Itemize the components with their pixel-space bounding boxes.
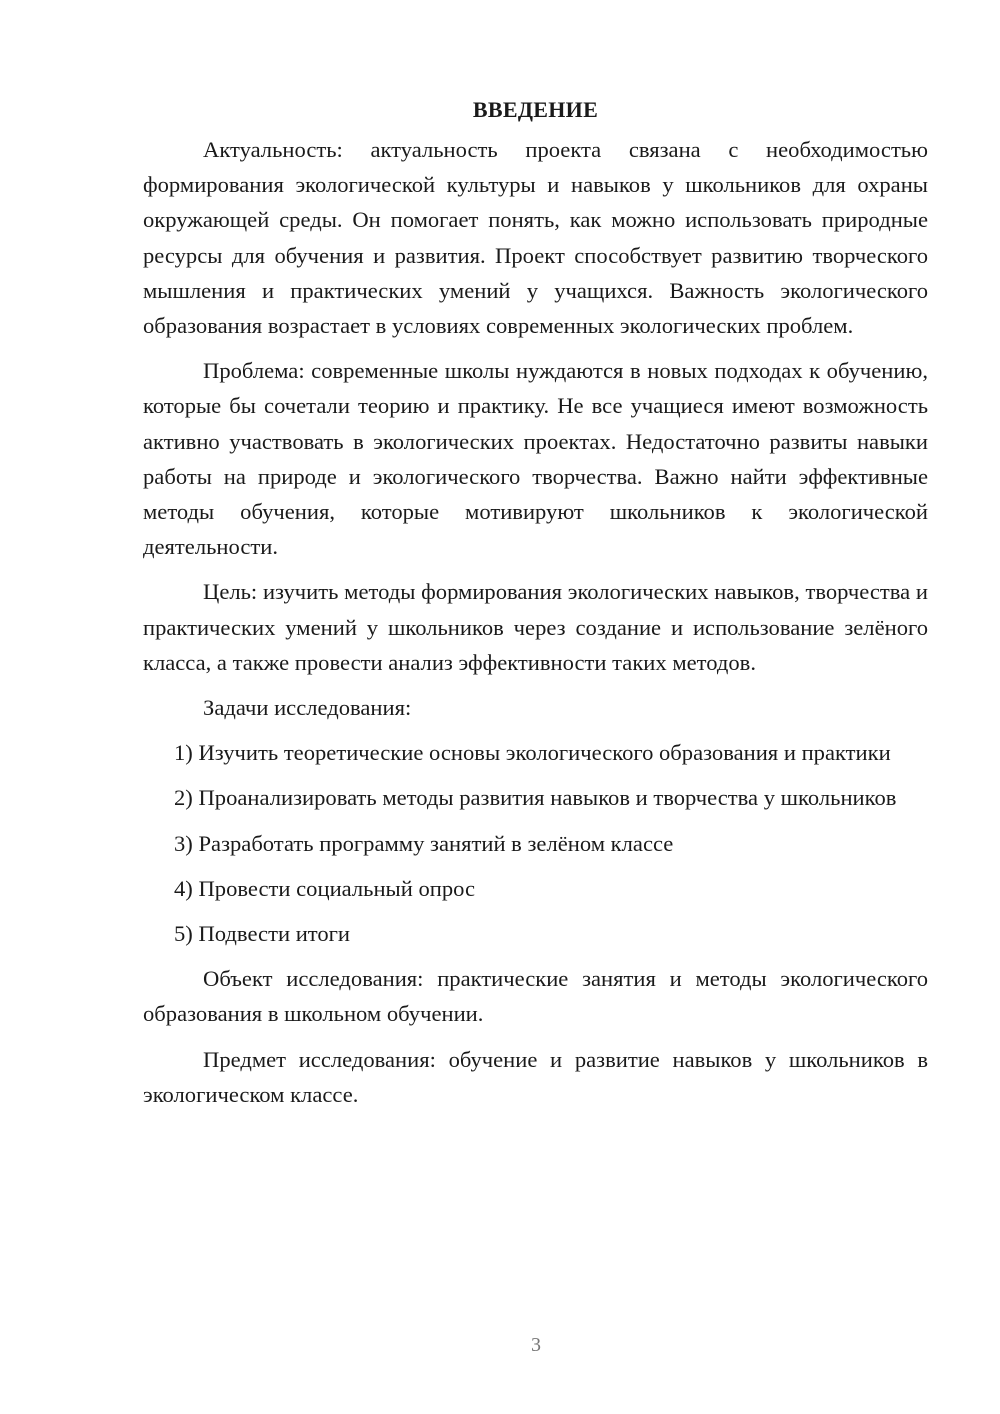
list-item: 2) Проанализировать методы развития навыков и творчества у школьников [174,785,897,811]
list-item: 5) Подвести итоги [174,921,351,947]
list-item: 3) Разработать программу занятий в зелёном классе [174,830,674,856]
page-content [143,94,928,1112]
tasks-heading: Задачи исследования: [203,695,412,721]
paragraph-relevance: Актуальность: актуальность проекта связана с необходимостью формирования экологической культуры и навыков у школьников для охраны окружающей среды. Он помогает понять, как можно использовать природные ресурсы для обучения и развития. Проект способствует развитию творческого мышления и практических умений у учащихся. Важность экологического образования возрастает в условиях современных экологических проблем. [143,137,928,339]
paragraph-goal: Цель: изучить методы формирования экологических навыков, творчества и практических умений у школьников через создание и использование зелёного класса, а также провести анализ эффективности таких методов. [143,579,928,675]
tasks-list [143,735,928,951]
list-item: 4) Провести социальный опрос [174,875,476,901]
paragraph-object: Объект исследования: практические занятия и методы экологического образования в школьном обучении. [143,966,928,1027]
paragraph-problem: Проблема: современные школы нуждаются в новых подходах к обучению, которые бы сочетали теорию и практику. Не все учащиеся имеют возможность активно участвовать в экологических проектах. Недостаточно развиты навыки работы на природе и экологического творчества. Важно найти эффективные методы обучения, которые мотивируют школьников к экологической деятельности. [143,358,928,560]
page-title: ВВЕДЕНИЕ [472,97,599,122]
page-number: 3 [531,1334,541,1356]
list-item: 1) Изучить теоретические основы экологического образования и практики [174,740,891,766]
paragraph-subject: Предмет исследования: обучение и развитие навыков у школьников в экологическом классе. [143,1046,928,1107]
